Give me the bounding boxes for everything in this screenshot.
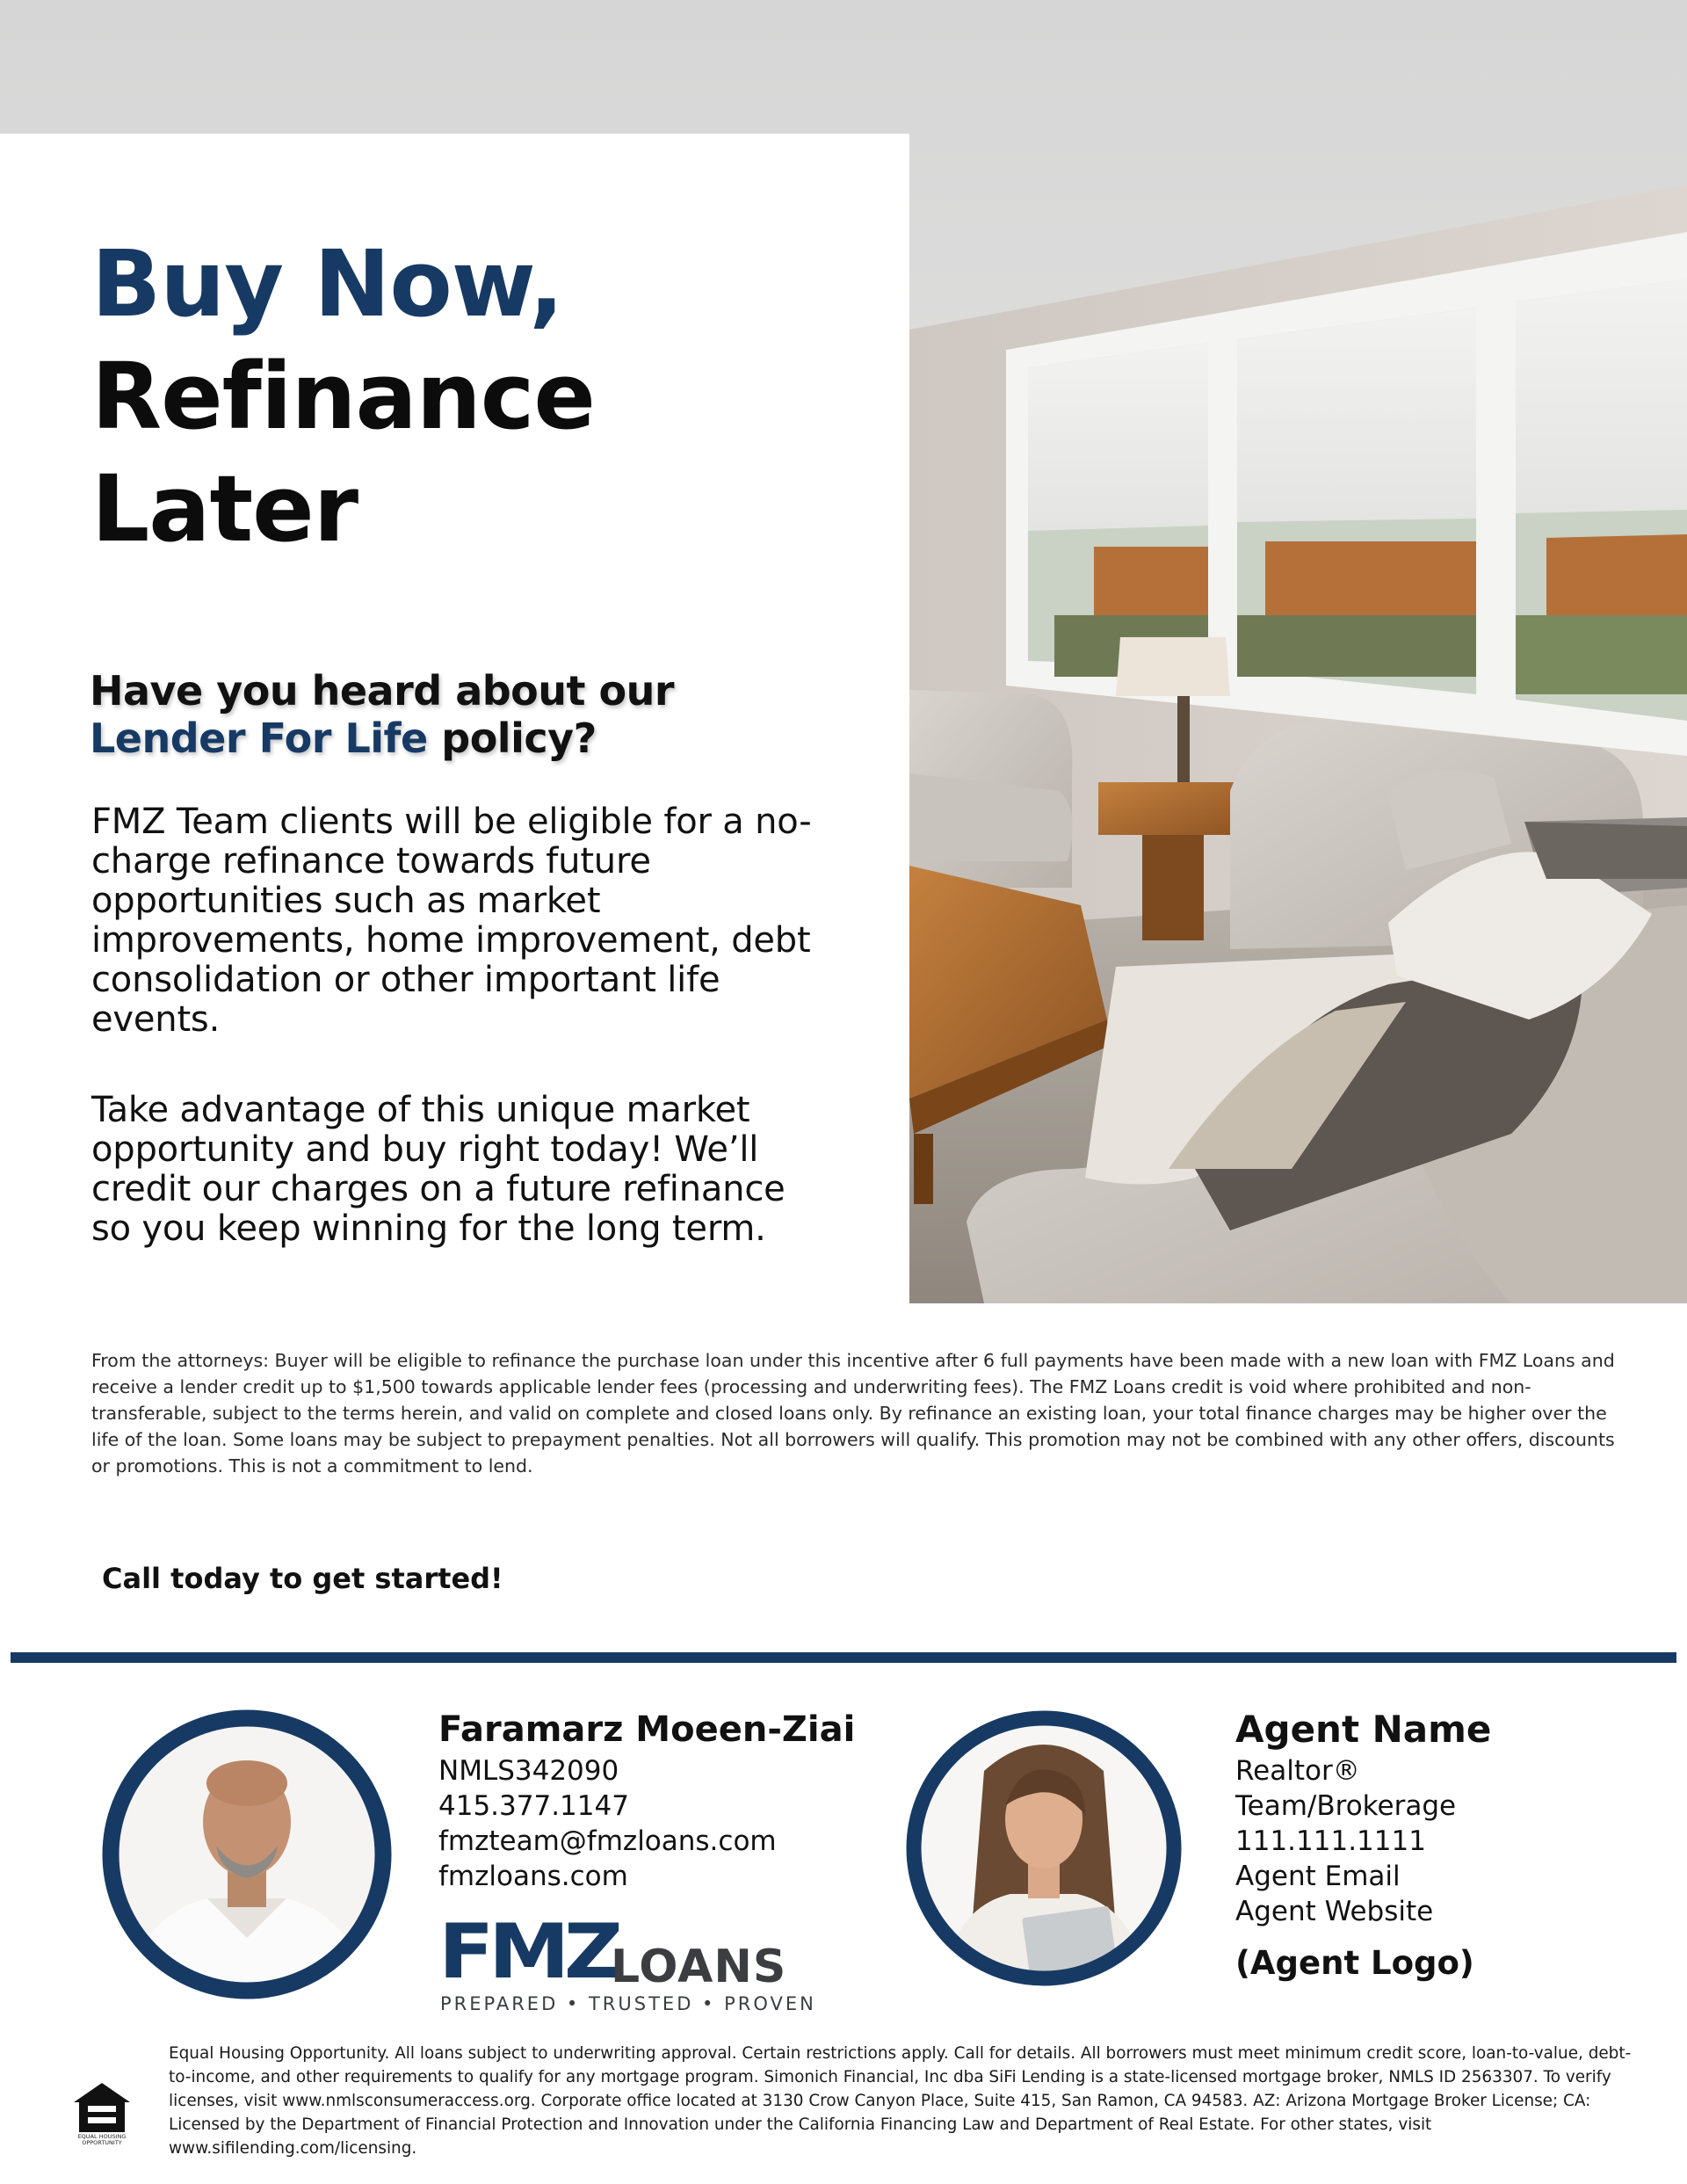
loan-officer-avatar <box>102 1709 392 1999</box>
loan-officer-name: Faramarz Moeen-Ziai <box>438 1709 856 1750</box>
lender-for-life-highlight: Lender For Life <box>90 715 428 762</box>
loan-officer-email[interactable]: fmzteam@fmzloans.com <box>438 1825 777 1857</box>
headline-line-3: Later <box>91 455 358 562</box>
loan-officer-nmls: NMLS342090 <box>438 1755 619 1787</box>
fmz-loans-logo <box>438 1908 816 2014</box>
body-paragraph-1: FMZ Team clients will be eligible for a no-charge refinance towards future opportunities such as market improvements, home improvement, debt consolidation or other important life events. <box>91 802 812 1040</box>
loan-officer-phone[interactable]: 415.377.1147 <box>438 1790 629 1822</box>
attorney-fine-print: From the attorneys: Buyer will be eligible to refinance the purchase loan under this incentive after 6 full payments have been made with a new loan with FMZ Loans and receive a lender credit up to $1,500 towards applicable lender fees (processing and underwriting fees). The FMZ Loans credit is void where prohibited and non-transferable, subject to the terms herein, and valid on complete and closed loans only. By refinance an existing loan, your total finance charges may be higher over the life of the loan. Some loans may be subject to prepayment penalties. Not all borrowers will qualify. This promotion may not be combined with any other offers, discounts or promotions. This is not a commitment to lend. <box>91 1350 1615 1477</box>
subhead-line-1: Have you heard about our <box>90 667 675 715</box>
agent-avatar <box>905 1709 1183 1987</box>
body-paragraph-2: Take advantage of this unique market opportunity and buy right today! We’ll credit our charges on a future refinance so you keep winning for the long term. <box>91 1090 786 1249</box>
subhead-line-2 <box>90 714 597 763</box>
subhead-tail: policy? <box>427 715 597 762</box>
agent-title: Realtor® <box>1235 1755 1360 1787</box>
agent-phone[interactable]: 111.111.1111 <box>1235 1825 1426 1857</box>
agent-email[interactable]: Agent Email <box>1235 1861 1401 1892</box>
headline-line-1: Buy Now, <box>91 230 563 337</box>
agent-website[interactable]: Agent Website <box>1235 1896 1434 1927</box>
headline-line-2: Refinance <box>91 343 595 450</box>
agent-logo-placeholder: (Agent Logo) <box>1235 1944 1474 1982</box>
logo-wordmark: LOANS <box>611 1941 787 1993</box>
legal-disclosure: Equal Housing Opportunity. All loans subject to underwriting approval. Certain restrictions apply. Call for details. All borrowers must meet minimum credit score, loan-to-value, debt-to-income, and other requirements to qualify for any mortgage program. Simonich Financial, Inc dba SiFi Lending is a state-licensed mortgage broker, NMLS ID 2563307. To verify licenses, visit www.nmlsconsumeraccess.org. Corporate office located at 3130 Crow Canyon Place, Suite 415, San Ramon, CA 94583. AZ: Arizona Mortgage Broker License; CA: Licensed by the Department of Financial Protection and Innovation under the California Financing Law and Department of Real Estate. For other states, visit www.sifilending.com/licensing. <box>169 2044 1632 2158</box>
agent-name: Agent Name <box>1235 1708 1492 1751</box>
equal-housing-label: EQUAL HOUSING OPPORTUNITY <box>77 2133 127 2146</box>
call-to-action: Call today to get started! <box>102 1562 503 1595</box>
logo-mark: FMZ <box>438 1908 618 1996</box>
agent-brokerage: Team/Brokerage <box>1235 1790 1457 1822</box>
equal-housing-icon <box>70 2081 134 2148</box>
loan-officer-website[interactable]: fmzloans.com <box>438 1861 628 1892</box>
logo-tagline: PREPARED • TRUSTED • PROVEN <box>440 1993 816 2014</box>
section-divider <box>11 1652 1676 1663</box>
